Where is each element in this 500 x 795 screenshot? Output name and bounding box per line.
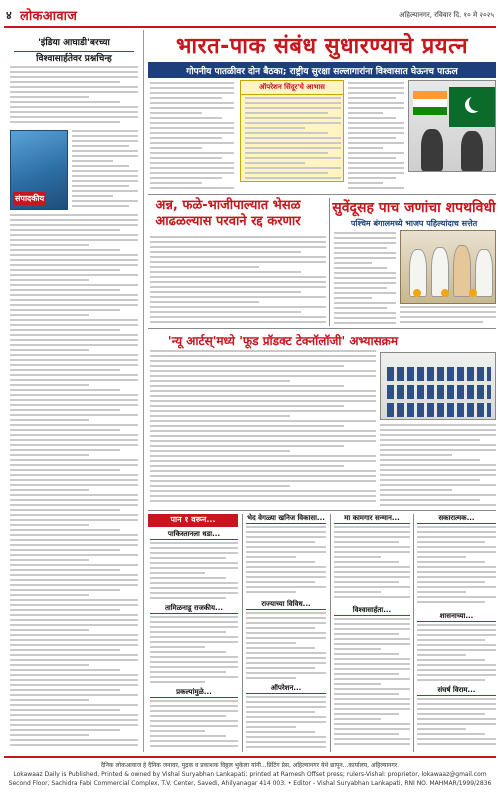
editorial-badge: [10, 130, 68, 210]
brief-heading: भेद वेगळ्या खनिज विकासा...: [247, 514, 325, 522]
brief-text: [246, 696, 326, 752]
brief-text: [417, 698, 496, 752]
dateline: अहिल्यानगर, रविवार दि. १० मे २०२५: [399, 11, 494, 19]
continued-label: पान १ वरून...: [148, 514, 238, 527]
brief-heading: मा कामगार सन्मान...: [334, 514, 410, 524]
imprint-line-1: दैनिक लोकआवाज हे दैनिक जनावर, मुद्रक व प्रकाशक विठ्ठल भुकेला यांनी...प्रिंटिंग प्रेस, अहिल्यानगर येथे छापून...कार्यालय, अहिल्यानगर.: [100, 762, 400, 769]
india-flag-icon: [413, 91, 447, 115]
brief-heading: प्रकल्पांमुळे...: [150, 688, 238, 698]
flower-icon: [441, 289, 449, 297]
brief-heading: शासनाच्या...: [417, 612, 496, 622]
column-divider: [329, 198, 330, 326]
section-divider: [148, 510, 496, 511]
imprint-line-3: Second Floor, Sachidra Fabi Commercial Complex, T.V. Center, Savedi, Ahilyanagar 414 003. • Editor - Vishal Suryabhan Lankapati, RNI NO. MAHMAR/1999/2836: [8, 780, 492, 787]
brief-text: [150, 542, 238, 602]
story-three-text: [334, 232, 396, 326]
column-divider: [413, 514, 414, 752]
editorial-headline-line1: 'इंडिया आघाडी'बरच्या: [14, 38, 134, 52]
lead-headline-text: भारत-पाक संबंध सुधारण्याचे प्रयत्न: [175, 34, 469, 59]
brief-text: [334, 618, 410, 752]
brief-text: [334, 526, 410, 604]
brief-heading: पाकिस्तानला धडा...: [150, 530, 238, 540]
lead-photo-flags: [408, 80, 496, 172]
student-row: [387, 385, 491, 399]
brief-text: [150, 616, 238, 686]
person-figure: [475, 249, 493, 297]
person-figure: [421, 129, 443, 171]
story-two-text: [150, 236, 326, 326]
column-divider: [242, 514, 243, 752]
lead-sidebar-text: [245, 97, 341, 179]
brief-text: [246, 612, 326, 682]
brief-heading: राज्याच्या विविध...: [246, 600, 326, 610]
student-row: [387, 367, 491, 381]
brief-text: [246, 526, 326, 598]
lead-sidebar-box: [240, 80, 344, 182]
column-divider: [330, 514, 331, 752]
brief-text: [417, 526, 496, 610]
editorial-badge-label: संपादकीय: [15, 194, 45, 203]
story-four-text: [150, 350, 376, 508]
flower-icon: [469, 289, 477, 297]
lead-text-col3: [348, 82, 404, 190]
brief-heading: विश्वासार्हता...: [334, 606, 410, 616]
swearing-in-photo: [400, 230, 496, 304]
imprint-footer: [4, 756, 496, 791]
person-figure: [453, 245, 471, 297]
editorial-text-beside-badge: [72, 130, 138, 210]
imprint-line-2: Lokawaaz Daily is Published, Printed & owned by Vishal Suryabhan Lankapati; printed at Ramesh Offset press; rulers-Vishal: proprietor, lokawaaz@gmail.com: [13, 771, 487, 778]
masthead: [4, 4, 496, 28]
lead-subheadline: [148, 62, 496, 78]
lead-subheadline-text: गोपनीय पातळीवर दोन बैठका; राष्ट्रीय सुरक्षा सल्लागारांना विश्वासात घेऊनच पाऊल: [186, 66, 458, 77]
brief-heading: ऑपरेशन...: [246, 684, 326, 694]
editorial-column: [4, 30, 144, 752]
brief-heading: तामिळनाडू राजकीय...: [150, 604, 238, 614]
page-number: ४: [6, 9, 12, 22]
brief-text: [417, 624, 496, 684]
lead-headline: [148, 30, 496, 60]
story-four-text-right: [380, 424, 496, 508]
story-three-headline: सुवेंदूसह पाच जणांचा शपथविधी: [332, 200, 496, 216]
editorial-headline-line2: विश्वासार्हतेवर प्रश्नचिन्ह: [36, 54, 112, 65]
lead-text-col1: [150, 82, 234, 190]
editorial-text-top: [10, 66, 138, 128]
student-row: [387, 403, 491, 417]
pakistan-flag-icon: [449, 87, 495, 127]
section-divider: [148, 328, 496, 329]
class-group-photo: [380, 352, 496, 420]
story-four-headline: 'न्यू आर्टस्'मध्ये 'फूड प्रॉडक्ट टेक्नॉलॉजी' अभ्यासक्रम: [167, 334, 399, 348]
brief-heading: सकारात्मक...: [417, 514, 496, 524]
flower-icon: [413, 289, 421, 297]
editorial-headline: [14, 38, 134, 66]
section-divider: [148, 194, 496, 195]
newspaper-brand: लोकआवाज: [20, 9, 78, 24]
story-three-text-lower: [400, 306, 496, 326]
story-two-headline: अन्न, फळे-भाजीपाल्यात भेसळ आढळल्यास परवाने रद्द करणार: [155, 198, 301, 229]
brief-text: [150, 700, 238, 752]
brief-heading: संघर्ष विराम...: [417, 686, 496, 696]
lead-sidebar-title: ऑपरेशन सिंदूर'चे आभास: [241, 81, 343, 95]
editorial-text-body: [10, 214, 138, 748]
person-figure: [461, 131, 483, 171]
story-three-subheadline: पश्चिम बंगालमध्ये भाजप पहिल्यांदाच सत्तेत: [350, 219, 478, 228]
